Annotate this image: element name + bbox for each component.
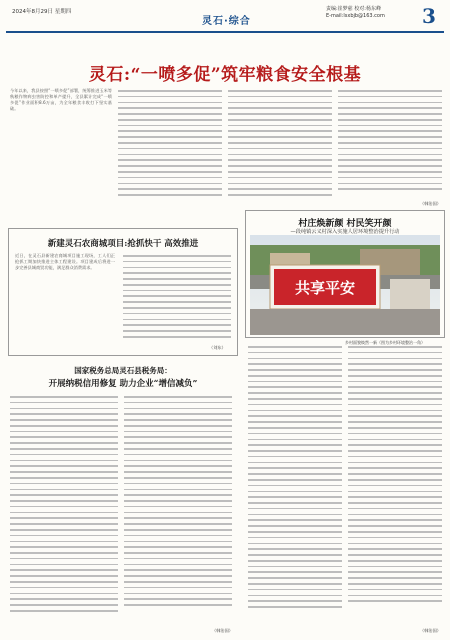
village-photo-image: [250, 235, 440, 335]
main-story-column-4: [338, 90, 442, 202]
main-story-column-3: [228, 90, 332, 208]
editor-email: E-mail:lsxbjb@163.com: [326, 13, 385, 19]
tax-article-byline: （韩治国）: [212, 628, 233, 633]
header-rule: [6, 31, 444, 33]
editor-names: 责编:崔梦慈 校对:杨东峰: [326, 6, 381, 12]
tax-article-column-1: [10, 396, 118, 628]
issue-date: 2024年8月29日 星期四: [12, 9, 72, 15]
section-title: 灵石·综合: [202, 16, 251, 27]
village-renewal-headline: 村庄焕新颜 村民笑开颜: [298, 219, 392, 229]
agri-market-article-box: [8, 228, 238, 356]
village-renewal-subheadline: —段纯镇云义村深入实施人居环境整治提升行动: [290, 229, 400, 235]
tax-article-column-2: [124, 396, 232, 628]
photo-caption: 乡村面貌焕然一新（图为乡村环境整治一角）: [345, 340, 425, 345]
main-story-lead: 今年以来，我县按照“一喷多促”部署，统筹推进玉米等秋粮作物病虫害防控和单产提升，全县累计完成“一喷多促”作业面积8.6万亩，为全年粮食丰收打下坚实基础。: [10, 88, 112, 111]
tax-article-headline: 国家税务总局灵石县税务局：: [74, 366, 172, 375]
village-article-column-2: [348, 346, 442, 628]
main-headline: 灵石:“一喷多促”筑牢粮食安全根基: [88, 65, 362, 85]
village-article-byline: （韩治国）: [420, 628, 441, 633]
village-sign-text: 共享平安: [294, 279, 356, 297]
tax-article-subheadline: 开展纳税信用修复 助力企业“增信减负”: [48, 379, 198, 389]
agri-market-lead: 近日，在灵石县新建农商城项目施工现场，工人们正抢抓工期加快推进主体工程建设。项目建成后将进一步完善县城商贸功能，满足群众消费需求。: [15, 253, 115, 270]
village-photo: [250, 235, 440, 335]
agri-market-body: [123, 255, 231, 349]
main-story-column-1: [10, 88, 112, 208]
page-number: 3: [422, 4, 436, 28]
village-article-column-1: [248, 346, 342, 628]
editor-info: [326, 6, 385, 20]
main-story-byline: （韩治国）: [420, 201, 441, 206]
agri-market-headline: 新建灵石农商城项目:抢抓快干 高效推进: [47, 239, 199, 249]
main-story-column-2: [118, 90, 222, 208]
page-header: [6, 3, 444, 33]
agri-market-byline: （刘东）: [209, 345, 226, 350]
